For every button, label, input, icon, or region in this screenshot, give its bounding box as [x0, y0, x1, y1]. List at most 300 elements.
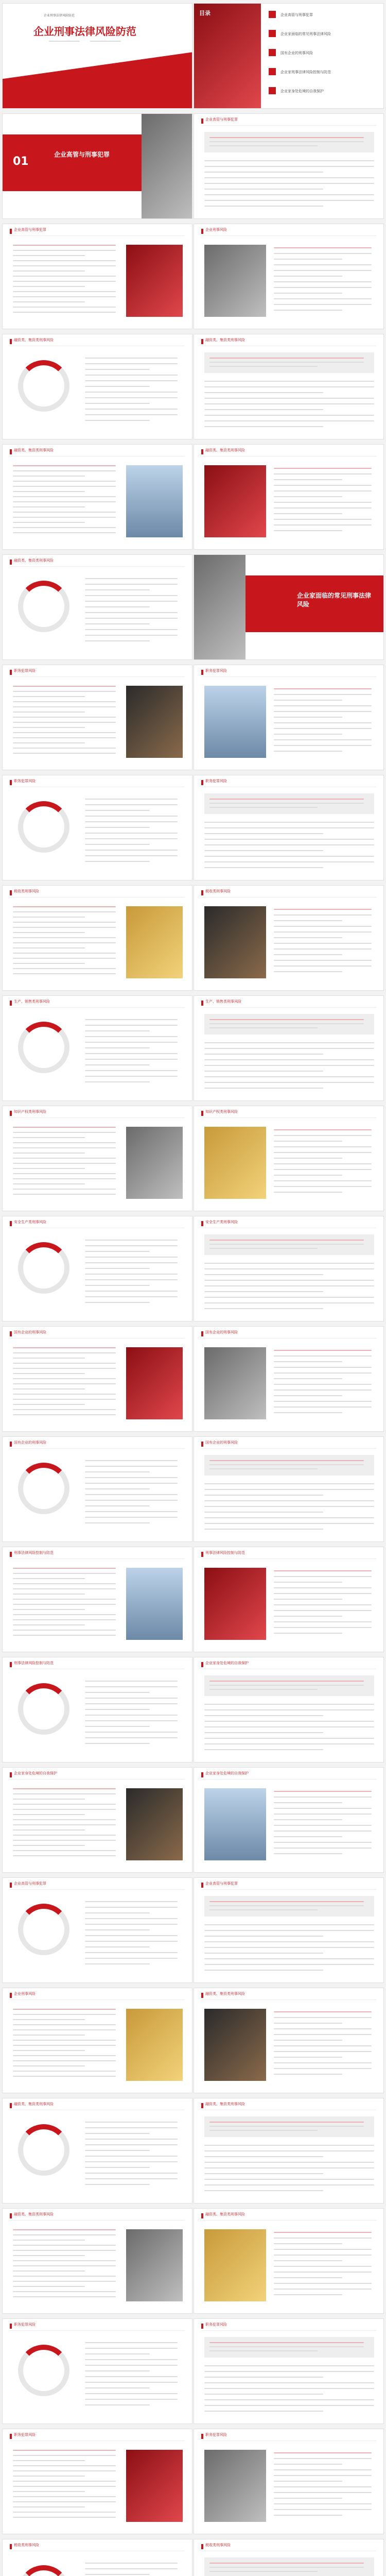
header-accent	[10, 2544, 12, 2549]
text-line	[274, 1604, 372, 1605]
slide-image	[204, 1788, 266, 1860]
text-line	[274, 264, 372, 265]
text-line	[85, 606, 150, 607]
text-line	[13, 1347, 116, 1348]
text-line	[204, 381, 374, 382]
text-line	[85, 2133, 150, 2134]
text-line	[85, 2178, 178, 2179]
slide-title: 刑事法律风险控制与防范	[205, 1551, 245, 1555]
text-line	[204, 1302, 374, 1303]
text-line	[274, 711, 372, 712]
text-line	[274, 1169, 372, 1170]
text-line	[204, 177, 374, 178]
text-line	[13, 696, 85, 697]
text-line	[13, 301, 85, 302]
text-line	[204, 1517, 374, 1518]
text-line	[274, 1836, 342, 1837]
slide-header	[194, 1437, 383, 1448]
text-line	[274, 270, 372, 271]
slide-title: 知识产权类刑事风险	[14, 1110, 46, 1114]
header-rule	[10, 1889, 185, 1890]
text-line	[209, 1027, 318, 1028]
text-line	[204, 409, 323, 410]
text-line	[274, 1350, 372, 1351]
slide-title: 国有企业的刑事风险	[205, 1440, 238, 1445]
toc-item: 企业高管与刑事犯罪	[280, 13, 313, 17]
text-line	[274, 2503, 372, 2504]
header-accent	[10, 1552, 12, 1557]
text-line	[85, 1500, 178, 1501]
callout-box	[204, 2116, 374, 2137]
text-line	[85, 409, 178, 410]
text-line	[85, 2376, 178, 2377]
text-line	[204, 1506, 374, 1507]
text-line	[85, 821, 178, 822]
text-line	[274, 931, 372, 933]
text-line	[204, 1726, 374, 1727]
text-line	[209, 362, 364, 363]
callout-box	[204, 1896, 374, 1917]
text-line	[274, 2458, 372, 2459]
text-line	[204, 2371, 374, 2372]
slide	[194, 1436, 384, 1542]
text-line	[13, 2240, 85, 2241]
text-line	[85, 1720, 178, 1721]
header-accent	[201, 1883, 203, 1888]
slide-image	[204, 686, 266, 758]
slide-image	[204, 1568, 266, 1640]
header-accent	[201, 2213, 203, 2218]
slide	[2, 1547, 192, 1652]
text-line	[274, 1192, 342, 1193]
text-line	[274, 1802, 342, 1803]
text-line	[274, 1587, 372, 1588]
slide-image	[126, 2450, 183, 2522]
slide-header	[3, 886, 192, 897]
text-line	[13, 927, 116, 928]
slide-image	[204, 465, 266, 537]
text-line	[13, 1573, 116, 1574]
text-line	[13, 1814, 85, 1815]
header-rule	[201, 1999, 376, 2000]
text-line	[274, 971, 342, 972]
text-line	[85, 2370, 150, 2371]
text-line	[13, 691, 116, 692]
slide-title: 企业刑事风险	[205, 228, 227, 232]
text-line	[204, 1953, 323, 1954]
circle-diagram	[18, 1463, 69, 1514]
text-line	[209, 1689, 318, 1690]
text-line	[13, 265, 116, 266]
text-line	[13, 2501, 116, 2502]
text-line	[274, 1842, 372, 1843]
text-line	[13, 2276, 116, 2277]
text-line	[274, 1616, 342, 1617]
circle-diagram	[18, 1242, 69, 1294]
header-accent	[201, 2544, 203, 2549]
header-accent	[10, 1662, 12, 1667]
text-line	[274, 479, 342, 480]
slide	[2, 444, 192, 550]
text-line	[204, 867, 323, 868]
text-line	[85, 1517, 178, 1518]
header-rule	[201, 1117, 376, 1118]
text-line	[85, 595, 178, 596]
text-line	[274, 1141, 342, 1142]
text-line	[13, 737, 116, 738]
text-line	[274, 943, 372, 944]
slide-title: 企业高管与刑事犯罪	[14, 228, 46, 232]
slide-title: 国有企业的刑事风险	[14, 1440, 46, 1445]
text-line	[13, 491, 85, 492]
text-line	[274, 1808, 372, 1809]
text-line	[204, 2179, 374, 2180]
text-line	[85, 1053, 178, 1054]
text-line	[13, 1855, 116, 1856]
callout-box	[204, 1014, 374, 1035]
text-line	[85, 1912, 150, 1913]
text-line	[13, 522, 85, 523]
slide-header	[3, 665, 192, 676]
text-line	[85, 1963, 150, 1964]
text-line	[204, 1076, 374, 1077]
text-line	[274, 1570, 372, 1571]
slide-title: 融资类、集资类刑事风险	[205, 1992, 245, 1996]
slide-image	[126, 686, 183, 758]
text-line	[13, 2060, 116, 2061]
slide-image	[204, 2450, 266, 2522]
text-line	[274, 1129, 372, 1130]
text-line	[13, 1840, 116, 1841]
text-line	[274, 1372, 372, 1374]
callout-box	[204, 132, 374, 152]
text-line	[85, 2365, 178, 2366]
text-line	[85, 2568, 178, 2569]
text-line	[204, 1743, 374, 1744]
text-line	[13, 260, 116, 261]
slide-title: 融资类、集资类刑事风险	[205, 2102, 245, 2106]
text-line	[274, 751, 342, 752]
text-line	[13, 1619, 116, 1620]
text-line	[85, 2382, 178, 2383]
text-line	[85, 375, 178, 376]
text-line	[13, 296, 116, 297]
text-line	[274, 2068, 372, 2069]
text-line	[85, 589, 150, 590]
text-line	[13, 711, 85, 713]
text-line	[13, 496, 116, 497]
slide-title: 职务犯罪风险	[205, 669, 227, 673]
text-line	[274, 1593, 372, 1594]
text-line	[274, 734, 342, 735]
circle-diagram	[18, 581, 69, 632]
text-line	[204, 386, 374, 387]
text-line	[85, 2173, 178, 2174]
text-line	[85, 804, 178, 805]
header-accent	[10, 780, 12, 785]
text-line	[274, 2062, 372, 2063]
text-line	[13, 517, 116, 518]
circle-diagram	[18, 1683, 69, 1735]
slide	[194, 1767, 384, 1873]
text-line	[13, 1378, 116, 1379]
text-line	[274, 717, 342, 718]
header-rule	[10, 1999, 185, 2000]
text-line	[204, 1308, 323, 1309]
text-line	[13, 2476, 85, 2477]
callout-box	[204, 352, 374, 373]
text-line	[274, 1853, 342, 1854]
slide	[2, 113, 192, 219]
slide	[2, 224, 192, 329]
header-accent	[201, 1111, 203, 1116]
slide-title: 税收类刑事风险	[14, 889, 39, 893]
text-line	[274, 473, 372, 474]
text-line	[274, 948, 372, 950]
text-line	[209, 358, 364, 359]
slide-title: 刑事法律风险控制与防范	[14, 1551, 54, 1555]
text-line	[204, 1495, 323, 1496]
header-accent	[201, 1331, 203, 1336]
header-accent	[201, 780, 203, 785]
text-line	[204, 172, 323, 173]
header-rule	[10, 1007, 185, 1008]
text-line	[13, 1399, 116, 1400]
text-line	[274, 2475, 372, 2476]
text-line	[13, 1804, 116, 1805]
text-line	[13, 270, 85, 272]
text-line	[13, 2076, 116, 2077]
text-line	[85, 1715, 178, 1716]
text-line	[204, 861, 374, 862]
slide-image	[126, 2009, 183, 2081]
text-line	[13, 501, 116, 502]
text-line	[13, 2286, 85, 2287]
text-line	[85, 1692, 150, 1693]
text-line	[204, 2162, 374, 2163]
text-line	[274, 253, 372, 254]
slide	[194, 2318, 384, 2424]
text-line	[85, 1732, 178, 1733]
text-line	[13, 2050, 85, 2051]
slide-header	[194, 224, 383, 235]
text-line	[85, 1958, 178, 1959]
text-line	[13, 2455, 116, 2456]
slide-image	[126, 906, 183, 978]
header-accent	[201, 1772, 203, 1777]
text-line	[204, 856, 374, 857]
text-line	[209, 366, 318, 367]
text-line	[13, 255, 85, 256]
slide-header	[194, 886, 383, 897]
text-line	[85, 844, 150, 845]
text-line	[85, 1019, 178, 1020]
text-line	[13, 1178, 116, 1179]
slide-header	[3, 1878, 192, 1889]
text-line	[13, 701, 116, 702]
header-accent	[10, 1331, 12, 1336]
slide-header	[194, 665, 383, 676]
text-line	[274, 2034, 372, 2035]
text-line	[13, 281, 116, 282]
text-line	[274, 2243, 342, 2244]
text-line	[85, 2359, 178, 2360]
header-rule	[201, 1448, 376, 1449]
slide-image	[126, 1347, 183, 1419]
slide-image	[204, 1127, 266, 1199]
slide-header	[3, 334, 192, 346]
text-line	[274, 1627, 372, 1628]
text-line	[85, 816, 178, 817]
text-line	[13, 1583, 116, 1584]
text-line	[274, 1361, 342, 1362]
header-rule	[201, 1889, 376, 1890]
text-line	[13, 291, 116, 292]
text-line	[85, 1064, 150, 1065]
text-line	[204, 833, 323, 834]
text-line	[274, 1621, 372, 1622]
text-line	[274, 1401, 372, 1402]
text-line	[204, 1268, 374, 1269]
text-line	[274, 1610, 372, 1611]
slide-image	[126, 1127, 183, 1199]
circle-diagram	[18, 1904, 69, 1955]
slide	[2, 334, 192, 439]
text-line	[204, 844, 374, 845]
header-accent	[201, 1001, 203, 1006]
text-line	[13, 973, 116, 974]
slide-header	[194, 445, 383, 456]
text-line	[274, 468, 372, 469]
text-line	[13, 2491, 85, 2492]
text-line	[13, 748, 116, 749]
slide-title: 安全生产类刑事风险	[14, 1220, 46, 1224]
text-line	[85, 855, 178, 856]
text-line	[85, 827, 150, 828]
slide-image	[204, 906, 266, 978]
text-line	[274, 739, 372, 740]
text-line	[85, 358, 178, 359]
text-line	[13, 1594, 85, 1595]
slide	[194, 444, 384, 550]
text-line	[274, 2294, 342, 2295]
slide-title: 企业高管与刑事犯罪	[205, 1882, 238, 1886]
text-line	[13, 1599, 116, 1600]
text-line	[274, 2486, 372, 2487]
text-line	[274, 1355, 372, 1357]
text-line	[13, 1158, 116, 1159]
circle-diagram	[18, 360, 69, 412]
text-line	[274, 2255, 372, 2256]
toc-number-box	[269, 49, 276, 56]
text-line	[274, 530, 342, 531]
callout-box	[204, 1234, 374, 1255]
header-rule	[201, 1558, 376, 1559]
text-line	[85, 1036, 178, 1037]
header-accent	[10, 890, 12, 895]
slide-title: 税收类刑事风险	[14, 2543, 39, 2547]
text-line	[85, 584, 178, 585]
text-line	[274, 2260, 342, 2261]
text-line	[209, 1460, 364, 1461]
text-line	[204, 1297, 374, 1298]
slide	[2, 2539, 192, 2576]
text-line	[274, 2266, 372, 2267]
text-line	[13, 2470, 116, 2471]
header-accent	[10, 2213, 12, 2218]
text-line	[274, 1146, 372, 1147]
text-line	[13, 1137, 85, 1138]
text-line	[85, 1291, 178, 1292]
text-line	[13, 1799, 85, 1800]
text-line	[209, 137, 364, 138]
text-line	[274, 1378, 342, 1379]
slide	[194, 1657, 384, 1762]
slide-header	[3, 2429, 192, 2441]
header-rule	[10, 566, 185, 567]
circle-diagram	[18, 2124, 69, 2176]
text-line	[85, 2161, 178, 2162]
header-rule	[201, 125, 376, 126]
header-accent	[10, 2434, 12, 2439]
text-line	[274, 287, 372, 288]
header-rule	[201, 676, 376, 677]
text-line	[13, 307, 116, 308]
text-line	[85, 1296, 178, 1297]
slide-title: 知识产权类刑事风险	[205, 1110, 238, 1114]
slide	[194, 885, 384, 991]
text-line	[85, 1686, 178, 1687]
text-line	[209, 1019, 364, 1020]
text-line	[13, 2512, 116, 2513]
text-line	[204, 1947, 374, 1948]
text-line	[85, 1901, 178, 1902]
text-line	[85, 861, 150, 862]
text-line	[85, 1681, 178, 1682]
text-line	[274, 2272, 372, 2273]
text-line	[204, 1936, 323, 1937]
text-line	[204, 183, 374, 184]
text-line	[274, 722, 372, 723]
text-line	[85, 1907, 178, 1908]
text-line	[85, 1737, 178, 1738]
text-line	[204, 1483, 374, 1484]
slide-title: 企业家身处危境的自我保护	[205, 1661, 249, 1665]
text-line	[13, 906, 116, 907]
text-line	[85, 2342, 178, 2343]
slide-title: 职务犯罪风险	[205, 779, 227, 783]
text-line	[13, 917, 85, 918]
text-line	[274, 1395, 342, 1396]
text-line	[13, 727, 85, 728]
header-rule	[201, 1007, 376, 1008]
text-line	[204, 1715, 323, 1716]
text-line	[204, 1065, 374, 1066]
text-line	[204, 2394, 323, 2395]
slide-header	[3, 1437, 192, 1448]
text-line	[13, 2255, 85, 2256]
text-line	[13, 481, 116, 482]
text-line	[85, 380, 178, 381]
text-line	[13, 2019, 85, 2020]
slide-title: 职务犯罪风险	[205, 2433, 227, 2437]
text-line	[209, 2350, 318, 2351]
text-line	[204, 2150, 374, 2151]
text-line	[204, 426, 323, 427]
header-accent	[201, 670, 203, 675]
text-line	[204, 1704, 374, 1705]
text-line	[274, 960, 372, 961]
